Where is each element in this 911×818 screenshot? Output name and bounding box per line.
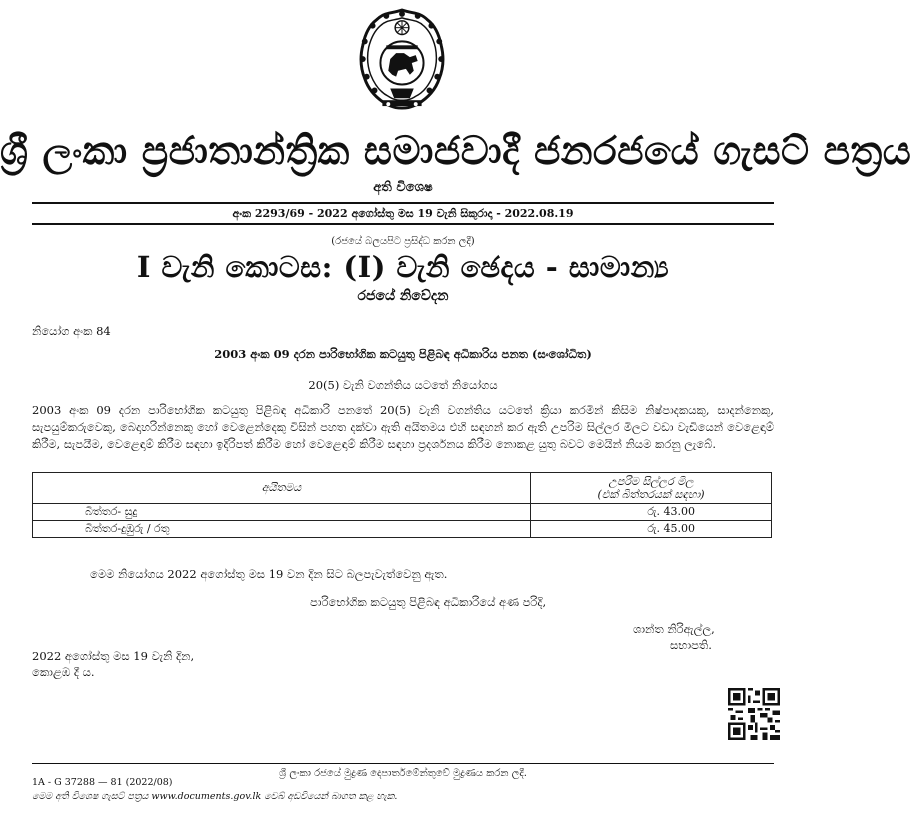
notice-heading: රජයේ නිවේදන (357, 288, 449, 304)
qr-code (728, 688, 780, 740)
published-note: (රජයේ බලයපිට ප්‍රසිද්ධ කරන ලදී) (331, 236, 475, 247)
signer-name: ශාන්ත නිරිඇල්ල, (633, 622, 715, 636)
column-header-item: අයිතමය (33, 473, 531, 504)
printer-line: ශ්‍රී ලංකා රජයේ මුද්‍රණ දෙපාර්තමේන්තුවේ මුද්‍රණය කරන ලදී. (279, 768, 527, 779)
effective-date-line: මෙම නියෝගය 2022 අගෝස්තු මස 19 වන දින සිට බලපැවැත්වෙනු ඇත. (90, 567, 448, 581)
table-row (33, 521, 772, 538)
table-row (33, 504, 772, 521)
national-emblem-seal (353, 6, 451, 116)
header-rule-bottom (32, 223, 774, 225)
footer-rule (32, 763, 774, 764)
issue-line: අංක 2293/69 - 2022 අගෝස්තු මස 19 වැනි සිකුරාදා - 2022.08.19 (232, 207, 574, 220)
column-header-price-unit: (එක් බිත්තරයක් සඳහා) (597, 488, 705, 501)
print-code: 1A - G 37288 — 81 (2022/08) (32, 777, 173, 788)
price-cell: රු. 43.00 (531, 504, 772, 521)
order-paragraph: 2003 අංක 09 දරන පාරිභෝගික කටයුතු පිළිබඳ අධිකාරි පනතේ 20(5) වැනි වගන්තිය යටතේ ක්‍රියා කරමින් කිසිම නිෂ්පාදකයකු, සාදන්නෙකු, සැපයුම්කරුවෙකු, බෙදාහරින්නෙකු හෝ වෙළෙන්දෙකු විසින් පහත දක්වා ඇති අයිතමය එහි සඳහන් කර ඇති උපරිම සිල්ලර මිලට වඩා වැඩියෙන් වෙළෙඳාම් කිරීම, සැපයීම, වෙළෙඳාම් කිරීම සඳහා ඉදිරිපත් කිරීම හෝ වෙළෙඳාම් කිරීම සඳහා ප්‍රදර්ශනය කිරීම නොකළ යුතු බවට මෙයින් නියම කරනු ලැබේ. (32, 403, 774, 451)
authority-line: පාරිභෝගික කටයුතු පිළිබඳ අධිකාරියේ අණ පරිදි, (310, 595, 547, 609)
place-line: කොළඹ දී ය. (32, 665, 95, 679)
website-note: මෙම අති විශෙෂ ගැසට් පත්‍රය www.documents.gov.lk වෙබ් අඩවියෙන් බාගත කළ හැක. (32, 791, 398, 802)
section-title: 20(5) වැනි වගන්තිය යටතේ නියෝගය (308, 378, 498, 392)
header-rule-top (32, 202, 774, 204)
table-header-row (33, 473, 772, 504)
signer-title: සභාපති. (670, 638, 712, 652)
column-header-price-title: උපරිම සිල්ලර මිල (608, 475, 694, 488)
order-number: නියෝග අංක 84 (32, 324, 111, 338)
price-table (32, 472, 772, 538)
item-cell: බිත්තර-දුඹුරු / රතු (33, 521, 531, 538)
act-title: 2003 අංක 09 දරන පාරිභෝගික කටයුතු පිළිබඳ අධිකාරිය පනත (සංශෝධිත) (214, 347, 592, 361)
date-line: 2022 අගෝස්තු මස 19 වැනි දින, (32, 649, 195, 663)
part-heading: I වැනි කොටස: (I) වැනි ඡෙදය - සාමාන්‍ය (136, 250, 670, 284)
gazette-subtitle: අති විශෙෂ (373, 180, 433, 195)
gazette-title: ශ්‍රී ලංකා ප්‍රජාතාන්ත්‍රික සමාජවාදී ජනරජයේ ගැසට් පත්‍රය (0, 128, 911, 174)
item-cell: බිත්තර- සුදු (33, 504, 531, 521)
price-cell: රු. 45.00 (531, 521, 772, 538)
column-header-price (531, 473, 772, 504)
